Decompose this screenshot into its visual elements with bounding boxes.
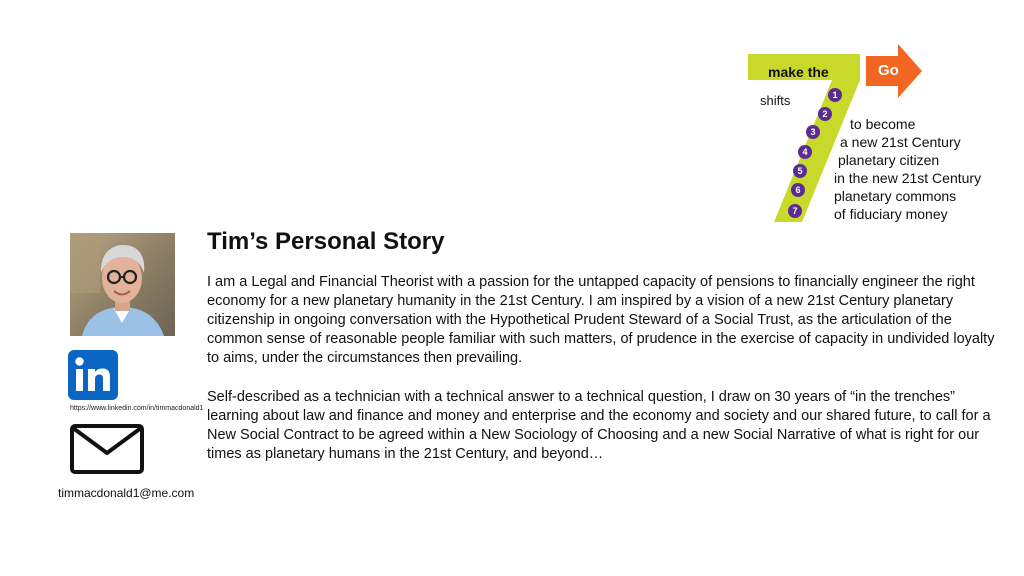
shift-number-3: 3	[810, 127, 816, 137]
page-title: Tim’s Personal Story	[207, 228, 445, 255]
shift-number-1: 1	[832, 90, 838, 100]
linkedin-icon[interactable]	[68, 350, 118, 400]
shift-number-2: 2	[822, 109, 828, 119]
envelope-icon[interactable]	[70, 424, 144, 479]
story-paragraph-2: Self-described as a technician with a technical answer to a technical question, I draw on 30 years of “in the trenches” learning about law and finance and money and enterprise and the economy and society and our shared future, to call for a New Social Contract to be agreed within a New Sociology of Choosing and a new Social Narrative of what is right for our times as planetary humans in the 21st Century, and beyond…	[207, 389, 991, 462]
logo-tagline-6: of fiduciary money	[834, 206, 948, 222]
shift-number-5: 5	[797, 166, 803, 176]
shift-number-4: 4	[802, 147, 808, 157]
logo-go: Go	[878, 62, 899, 79]
logo-tagline-5: planetary commons	[834, 188, 957, 204]
story-paragraph-1: I am a Legal and Financial Theorist with a passion for the untapped capacity of pensions to financially engineer the right economy for a new planetary humanity in the 21st Century. I am inspired by a vision of a new 21st Century planetary citizenship in ongoing conversation with the Hypothetical Prudent Steward of a Social Trust, as the articulation of the common sense of reasonable people familiar with such matters, of prudence in the exercise of capacity in undivided loyalty to aims, under the circumstances then prevailing.	[207, 274, 995, 366]
shift-number-6: 6	[795, 185, 801, 195]
make-the-7-shifts-logo	[740, 40, 1020, 230]
logo-shifts: shifts	[760, 93, 791, 108]
logo-tagline-3: planetary citizen	[838, 152, 940, 168]
shift-number-7: 7	[792, 206, 798, 216]
logo-tagline-2: a new 21st Century	[840, 134, 961, 150]
logo-tagline-4: in the new 21st Century	[834, 170, 982, 186]
portrait-photo	[70, 233, 175, 336]
logo-make-the: make the	[768, 64, 829, 80]
linkedin-url-link[interactable]: https://www.linkedin.com/in/timmacdonald1	[70, 405, 204, 412]
email-address[interactable]: timmacdonald1@me.com	[58, 486, 195, 500]
logo-tagline-1: to become	[850, 116, 916, 132]
